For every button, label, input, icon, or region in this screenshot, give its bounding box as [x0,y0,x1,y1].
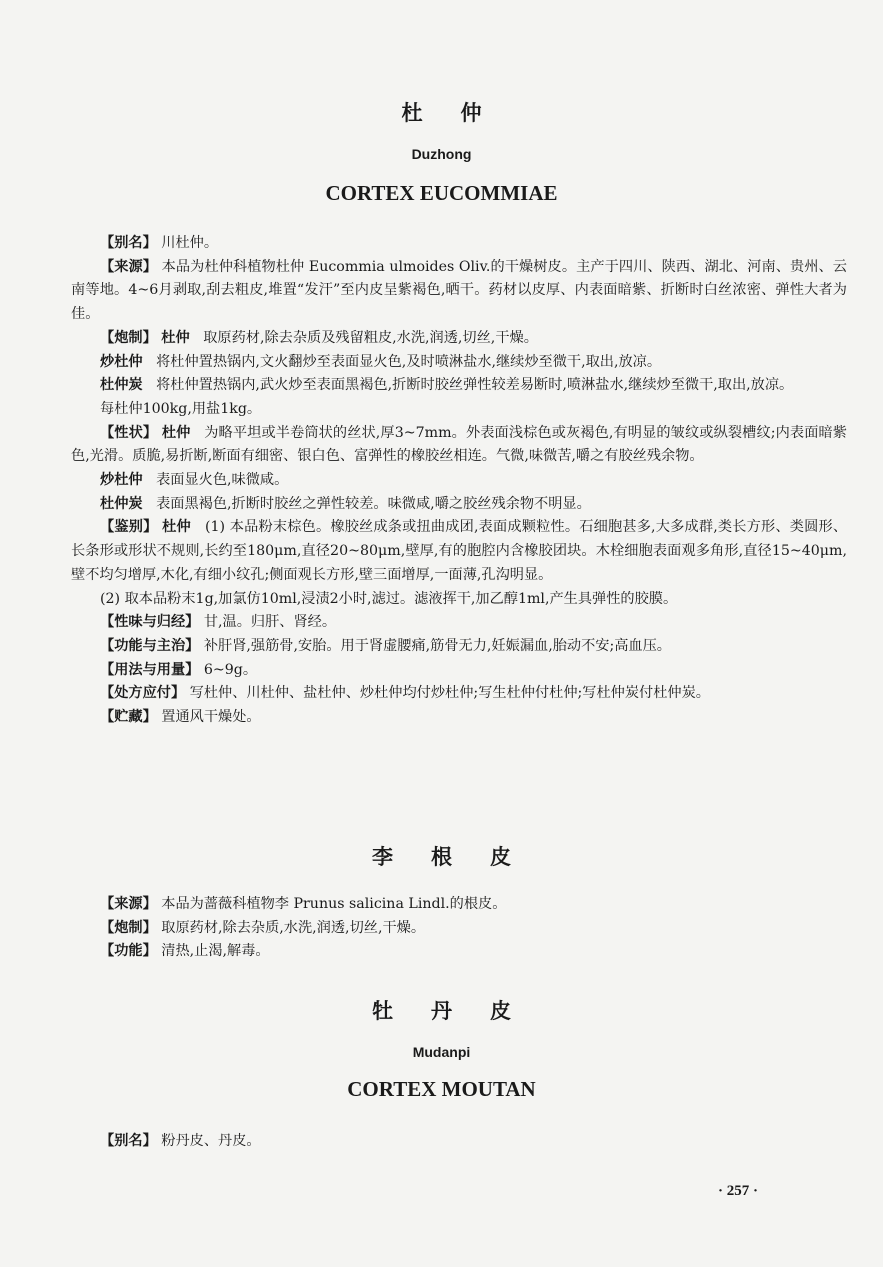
section-text: 6~9g。 [203,661,258,678]
section-jianbie-2 [71,588,847,612]
entry-pinyin-mudanpi: Mudanpi [412,1044,471,1060]
entry-latin-mudanpi: CORTEX MOUTAN [347,1077,536,1101]
section-text: (1) 本品粉末棕色。橡胶丝成条或扭曲成团,表面成颗粒性。石细胞甚多,大多成群,类长方形、类圆形、长条形或形状不规则,长约至180μm,直径20~80μm,壁厚,有的胞腔内含橡胶团块。木栓细胞表面观多角形,直径15~40μm,壁不均匀增厚,木化,有细小纹孔;侧面观长方形,壁三面增厚,一面薄,孔沟明显。 [71,519,848,583]
subsection-label: 杜仲炭 [100,377,143,394]
section-text: 甘,温。归肝、肾经。 [203,614,337,631]
section-text: 清热,止渴,解毒。 [161,943,270,960]
section-tag: 【用法与用量】 [100,661,200,678]
subsection-label: 炒杜仲 [100,353,143,370]
section-text: 粉丹皮、丹皮。 [161,1133,261,1149]
section-text: 补肝肾,强筋骨,安胎。用于肾虚腰痛,筋骨无力,妊娠漏血,胎动不安;高血压。 [203,637,671,654]
section-xingzhuang-tan [71,493,847,517]
section-xingzhuang [71,422,847,469]
section-tag: 【性状】 [100,424,158,441]
section-text: 为略平坦或半卷筒状的丝状,厚3~7mm。外表面浅棕色或灰褐色,有明显的皱纹或纵裂槽纹;内表面暗紫色,光滑。质脆,易折断,断面有细密、银白色、富弹性的橡胶丝相连。气微,味微苦,嚼之有胶丝残余物。 [71,424,847,465]
section-paozhi [71,327,847,351]
section-bieming [71,232,847,256]
section-gongneng [71,635,847,659]
section-tag: 【来源】 [100,258,158,275]
section-paozhi-note [71,398,847,422]
section-text: 将杜仲置热锅内,武火炒至表面黑褐色,折断时胶丝弹性较差易断时,喷淋盐水,继续炒至微干,取出,放凉。 [156,377,794,394]
section-text: 表面显火色,味微咸。 [156,472,289,489]
section-bieming [71,1130,847,1154]
section-gongneng [71,940,847,964]
section-chufang [71,682,847,706]
section-laiyuan [71,893,847,917]
entry-title-ligenpi: 李根皮 [372,845,549,869]
section-text: 本品为蔷薇科植物李 Prunus salicina Lindl.的根皮。 [161,896,507,912]
section-text: (2) 取本品粉末1g,加氯仿10ml,浸渍2小时,滤过。滤液挥干,加乙醇1ml,产生具弹性的胶膜。 [100,590,678,607]
entry-title-mudanpi: 牡丹皮 [372,999,549,1023]
section-text: 将杜仲置热锅内,文火翻炒至表面显火色,及时喷淋盐水,继续炒至微干,取出,放凉。 [156,353,662,370]
section-jianbie [71,516,847,587]
entry-body-ligenpi [71,893,847,964]
section-paozhi-chao [71,351,847,375]
entry-title-duzhong: 杜仲 [401,101,520,125]
subsection-label: 杜仲炭 [100,495,143,512]
entry-body-mudanpi [71,1130,847,1154]
section-tag: 【炮制】 [100,919,157,936]
entry-body-duzhong [71,232,847,730]
subsection-label: 杜仲 [161,329,190,346]
section-paozhi [71,917,847,941]
section-tag: 【性味与归经】 [100,614,200,631]
section-text: 置通风干燥处。 [161,709,261,726]
subsection-label: 炒杜仲 [100,472,143,489]
section-paozhi-tan [71,374,847,398]
entry-pinyin-duzhong: Duzhong [411,146,472,162]
section-text: 川杜仲。 [161,235,219,251]
section-text: 取原药材,除去杂质及残留粗皮,水洗,润透,切丝,干燥。 [203,329,538,346]
section-xingwei [71,611,847,635]
section-text: 写杜仲、川杜仲、盐杜仲、炒杜仲均付炒杜仲;写生杜仲付杜仲;写杜仲炭付杜仲炭。 [189,685,710,702]
section-tag: 【来源】 [100,896,157,912]
section-tag: 【鉴别】 [100,519,158,536]
section-text: 取原药材,除去杂质,水洗,润透,切丝,干燥。 [161,919,426,936]
section-tag: 【炮制】 [100,329,157,346]
section-tag: 【功能与主治】 [100,637,200,654]
section-text: 表面黑褐色,折断时胶丝之弹性较差。味微咸,嚼之胶丝残余物不明显。 [156,495,591,512]
section-xingzhuang-chao [71,469,847,493]
section-text: 每杜仲100kg,用盐1kg。 [100,400,262,417]
subsection-label: 杜仲 [161,424,191,441]
section-tag: 【贮藏】 [100,709,157,726]
section-tag: 【别名】 [100,1133,157,1149]
page-number: · 257 · [718,1183,759,1199]
section-laiyuan [71,256,847,327]
section-zhucang [71,706,847,730]
entry-latin-duzhong: CORTEX EUCOMMIAE [325,181,558,205]
section-tag: 【处方应付】 [100,685,186,702]
subsection-label: 杜仲 [162,519,191,536]
section-tag: 【别名】 [100,235,157,251]
section-yongfa [71,659,847,683]
section-text: 本品为杜仲科植物杜仲 Eucommia ulmoides Oliv.的干燥树皮。主产于四川、陕西、湖北、河南、贵州、云南等地。4~6月剥取,刮去粗皮,堆置“发汗”至内皮呈紫褐色,晒干。药材以皮厚、内表面暗紫、折断时白丝浓密、弹性大者为佳。 [71,258,847,323]
section-tag: 【功能】 [100,943,157,960]
